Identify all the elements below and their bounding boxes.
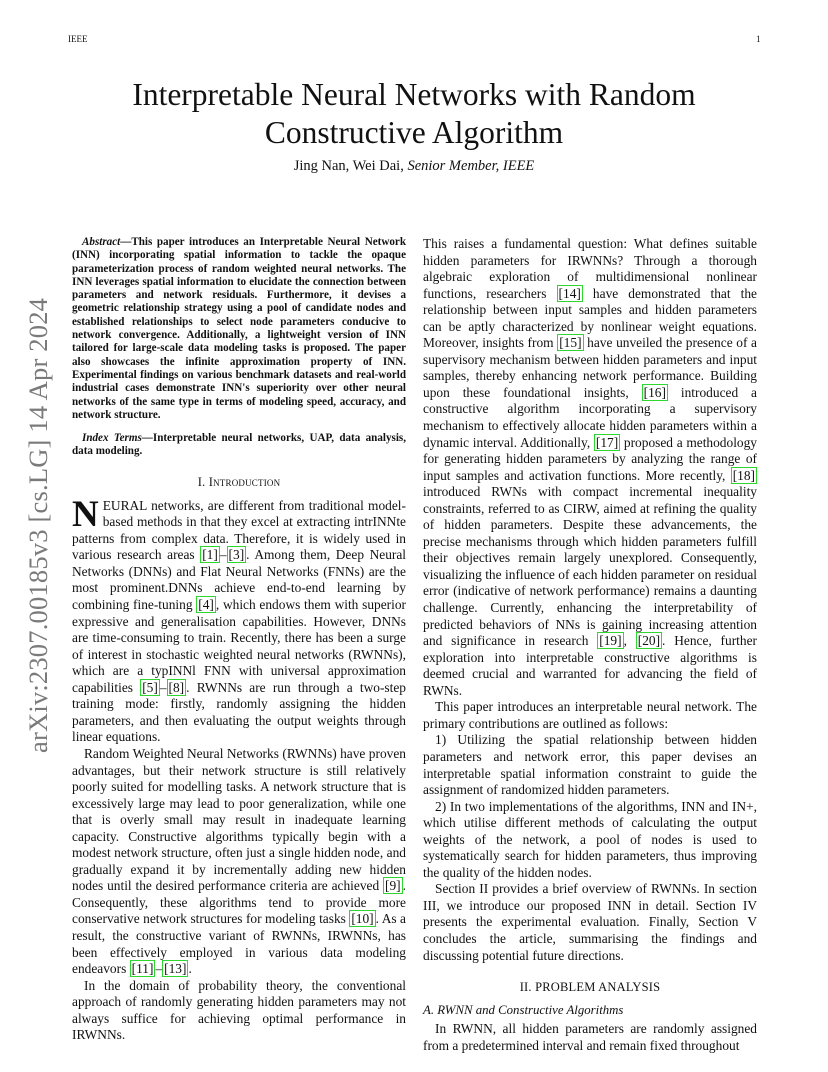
contribution-1: 1) Utilizing the spatial relationship between hidden parameters and network error, this paper devises an interpretable spatial information constraint to guide the assignment of randomized hidden parameters. (423, 732, 757, 798)
author-line (68, 158, 760, 175)
intro-paragraph-3: In the domain of probability theory, the conventional approach of randomly generating hidden parameters may not always suffice for achieving optimal performance in IRWNNs. (72, 977, 406, 1043)
intro-paragraph-4: This raises a fundamental question: What defines suitable hidden parameters for IRWNNs? Through a thorough algebraic exploration of multidimensional nonlinear functions, researchers [14] have demonstrated that the relationship between input samples and hidden parameters can be aptly characterized by nonlinear weight equations. Moreover, insights from [15] have unveiled the presence of a supervisory mechanism between hidden parameters and input samples, thereby enhancing network performance. Building upon these foundational insights, [16] introduced a constructive algorithm incorporating a supervisory mechanism to effectively allocate hidden parameters within a dynamic interval. Additionally, [17] proposed a methodology for generating hidden parameters by analyzing the range of input samples and activation functions. More recently, [18] introduced RWNs with compact incremental inequality constraints, referred to as CIRW, aimed at refining the quality of hidden parameters. Despite these advancements, the precise mechanisms through which hidden parameters fulfill their objectives remain largely unexplored. Consequently, visualizing the influence of each hidden parameter on residual error (indicative of network performance) remains a daunting challenge. Currently, enhancing the interpretability of predicted behaviors of NNs is gaining increasing attention and significance in research [19] , [20] . Hence, further exploration into interpretable constructive algorithms is deemed crucial and warranted for advancing the field of RWNs. (423, 236, 758, 698)
author-names: Jing Nan, Wei Dai, (293, 158, 404, 174)
citation-link[interactable]: [5] (142, 679, 158, 695)
section-heading-problem-analysis: II. PROBLEM ANALYSIS (519, 980, 661, 995)
contribution-2: 2) In two implementations of the algorithms, INN and IN+, which utilise different methods of calculating the output weights of the network, a pool of nodes is used to systematically search for hidden parameters, thus improving the quality of the hidden nodes. (423, 798, 757, 880)
citation-link[interactable]: [1] (202, 547, 218, 563)
arxiv-stamp: arXiv:2307.00185v3 [cs.LG] 14 Apr 2024 (23, 297, 53, 753)
drop-cap: N (72, 493, 99, 535)
subsection-heading: A. RWNN and Constructive Algorithms (423, 1003, 624, 1018)
index-terms (72, 432, 406, 459)
citation-link[interactable]: [10] (351, 911, 374, 927)
page-number: 1 (756, 34, 761, 44)
intro-paragraph-1: NEURAL networks, are different from traditional model-based methods in that they excel at extracting intrINNte patterns from complex data. Therefore, it is widely used in various research areas [1] – [3] . Among them, Deep Neural Networks (DNNs) and Flat Neural Networks (FNNs) are the most prominent.DNNs achieve end-to-end learning by combining fine-tuning [4] , which endows them with superior expressive and generalisation capabilities. However, DNNs are time-consuming to train. Recently, there has been a surge of interest in stochastic weighted neural networks (RWNNs), which are a typINNl FNN with universal approximation capabilities [5] – [8] . RWNNs are run through a two-step training mode: firstly, randomly assigning the hidden parameters, and then evaluating the output weights through linear equations. (72, 493, 407, 745)
intro-paragraph-5: This paper introduces an interpretable neural network. The primary contributions are outlined as follows: (423, 699, 757, 731)
citation-link[interactable]: [15] (559, 335, 582, 351)
left-column (72, 236, 406, 1044)
index-terms-text: —Interpretable neural networks, UAP, data analysis, data modeling. (72, 432, 406, 458)
citation-link[interactable]: [11] (131, 961, 154, 977)
section-heading-introduction: I. Introduction (197, 474, 281, 489)
abstract (72, 236, 406, 422)
citation-link[interactable]: [9] (385, 878, 401, 894)
paper-title: Interpretable Neural Networks with Random Constructive Algorithm (132, 77, 696, 150)
citation-link[interactable]: [4] (198, 597, 214, 613)
citation-link[interactable]: [16] (643, 384, 666, 400)
citation-link[interactable]: [19] (599, 633, 622, 649)
abstract-label: Abstract (82, 236, 121, 248)
author-membership: Senior Member, IEEE (407, 158, 535, 174)
abstract-text: —This paper introduces an Interpretable Neural Network (INN) incorporating spatial information to tackle the opaque parameterization process of random weighted neural networks. The INN leverages spatial information to elucidate the connection between parameters and network residuals. Furthermore, it devises a geometric relationship strategy using a pool of candidate nodes and established relationships to select node parameters conducive to network convergence. Additionally, a lightweight version of INN tailored for large-scale data modeling tasks is proposed. The paper also showcases the infinite approximation property of INN. Experimental findings on various benchmark datasets and real-world industrial cases demonstrate INN's superiority over other neural networks of the same type in terms of modeling speed, accuracy, and network structure. (72, 236, 406, 421)
citation-link[interactable]: [3] (228, 547, 245, 563)
section2-paragraph-1: In RWNN, all hidden parameters are randomly assigned from a predetermined interval and remain fixed throughout (423, 1021, 757, 1053)
intro-paragraph-2: Random Weighted Neural Networks (RWNNs) have proven advantages, but their network structure is still relatively poorly suited for modelling tasks. A network structure that is excessively large may lead to poor generalization, while one that is overly small may result in inadequate learning capacity. Constructive algorithms typically begin with a modest network structure, often just a single hidden node, and gradually expand it by incrementally adding new hidden nodes until the desired performance criteria are achieved [9] . Consequently, these algorithms tend to provide more conservative network structures for modeling tasks [10] . As a result, the constructive variant of RWNNs, IRWNNs, has been effectively employed in various data modeling endeavors [11] – [13] . (72, 745, 406, 977)
intro-paragraph-outline: Section II provides a brief overview of RWNNs. In section III, we introduce our proposed INN in detail. Section IV presents the experimental evaluation. Finally, Section V concludes the article, summarising the findings and discussing potential future directions. (423, 881, 757, 963)
citation-link[interactable]: [14] (558, 285, 581, 301)
citation-link[interactable]: [18] (732, 467, 755, 483)
right-column (423, 236, 757, 1054)
index-terms-label: Index Terms (82, 432, 142, 445)
citation-link[interactable]: [17] (595, 434, 619, 450)
citation-link[interactable]: [20] (637, 633, 661, 649)
running-header: IEEE (68, 34, 88, 44)
citation-link[interactable]: [8] (168, 679, 185, 695)
citation-link[interactable]: [13] (164, 961, 187, 977)
